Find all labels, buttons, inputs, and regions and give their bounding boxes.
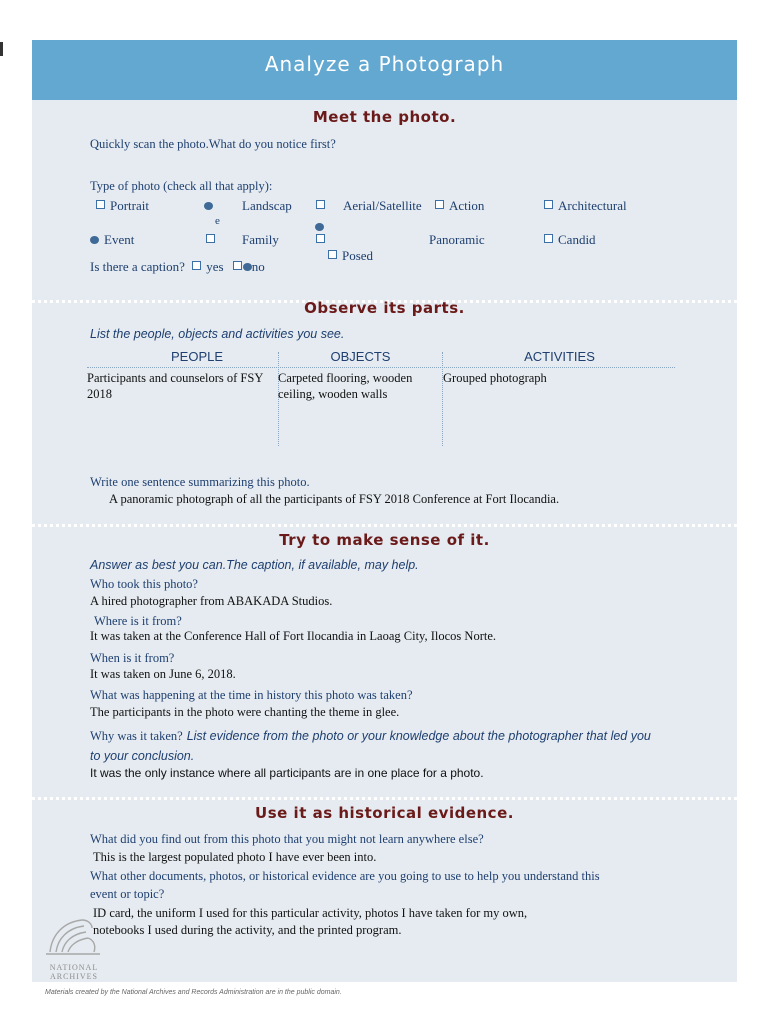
happening-answer: The participants in the photo were chanting the theme in glee. [90,705,400,719]
checkbox-icon [96,200,105,209]
column-header-activities: ACTIVITIES [524,349,595,364]
why-question: Why was it taken? List evidence from the photo or your knowledge about the photographer that led you to your conclusion. [90,729,651,763]
sense-instruction: Answer as best you can.The caption, if available, may help. [90,558,419,572]
option-event[interactable]: Event [90,232,134,248]
happening-question: What was happening at the time in history this photo was taken? [90,688,413,702]
option-family-marker[interactable] [206,232,220,248]
caption-yes-checkbox-icon[interactable] [192,261,201,270]
page-edge-mark [0,42,3,56]
other-evidence-question-line2: event or topic? [90,887,165,901]
option-architectural[interactable]: Architectural [544,198,627,214]
other-evidence-answer-line1: ID card, the uniform I used for this particular activity, photos I have taken for my own, [93,906,528,920]
public-domain-note: Materials created by the National Archives and Records Administration are in the public domain. [45,989,342,996]
option-landscape: Landscap [242,198,292,213]
option-action[interactable]: Action [435,198,484,214]
national-archives-logo [42,914,106,981]
caption-row: Is there a caption? yes no [90,259,265,274]
when-question: When is it from? [90,651,175,665]
why-answer: It was the only instance where all participants are in one place for a photo. [90,766,484,780]
landscape-tail: e [215,215,220,227]
eagle-icon [42,914,106,958]
learn-answer: This is the largest populated photo I have ever been into. [93,850,377,864]
when-answer: It was taken on June 6, 2018. [90,667,236,681]
checked-bullet-icon [315,223,324,231]
column-header-people: PEOPLE [170,349,224,364]
option-aerial-marker[interactable] [316,198,330,214]
objects-cell: Carpeted flooring, wooden ceiling, wooden walls [278,371,413,401]
observe-instruction: List the people, objects and activities you see. [90,327,345,341]
column-header-objects: OBJECTS [330,349,391,364]
checked-bullet-icon [243,263,252,271]
who-answer: A hired photographer from ABAKADA Studios. [90,594,333,608]
other-evidence-answer-line2: notebooks I used during the activity, and the printed program. [93,923,402,937]
option-panoramic-box[interactable] [316,232,330,248]
observe-heading: Observe its parts. [304,299,465,317]
learn-question: What did you find out from this photo that you might not learn anywhere else? [90,832,484,846]
worksheet [32,40,737,982]
checkbox-icon [544,234,553,243]
column-divider [442,352,443,446]
summary-answer: A panoramic photograph of all the participants of FSY 2018 Conference at Fort Ilocandia. [109,492,560,506]
option-aerial: Aerial/Satellite [343,198,422,213]
activities-cell: Grouped photograph [443,371,547,385]
logo-line2: ARCHIVES [49,972,98,981]
type-label: Type of photo (check all that apply): [90,179,273,193]
people-cell: Participants and counselors of FSY 2018 [87,371,263,401]
checkbox-icon [328,250,337,259]
option-family: Family [242,232,279,247]
checkbox-icon [316,200,325,209]
option-candid[interactable]: Candid [544,232,596,248]
option-landscape-marker[interactable] [204,198,218,214]
worksheet-title: Analyze a Photograph [32,40,737,100]
option-panoramic: Panoramic [429,232,485,247]
section-divider [32,797,737,800]
caption-no-checkbox-icon[interactable] [233,261,242,270]
section-divider [32,524,737,527]
summary-question: Write one sentence summarizing this photo. [90,475,310,489]
where-question: Where is it from? [94,614,182,628]
where-answer: It was taken at the Conference Hall of Fort Ilocandia in Laoag City, Ilocos Norte. [90,629,496,643]
sense-heading: Try to make sense of it. [279,531,490,549]
option-portrait[interactable]: Portrait [96,198,149,214]
meet-heading: Meet the photo. [312,108,457,126]
option-posed[interactable]: Posed [328,248,373,264]
checkbox-icon [206,234,215,243]
checkbox-icon [435,200,444,209]
logo-line1: NATIONAL [49,963,99,972]
checked-bullet-icon [90,236,99,244]
who-question: Who took this photo? [90,577,198,591]
checkbox-icon [544,200,553,209]
checkbox-icon [316,234,325,243]
evidence-heading: Use it as historical evidence. [255,804,514,822]
table-rule [87,367,675,368]
checked-bullet-icon [204,202,213,210]
other-evidence-question-line1: What other documents, photos, or historical evidence are you going to use to help you understand this [90,869,600,883]
scan-question: Quickly scan the photo.What do you notice first? [90,137,336,151]
